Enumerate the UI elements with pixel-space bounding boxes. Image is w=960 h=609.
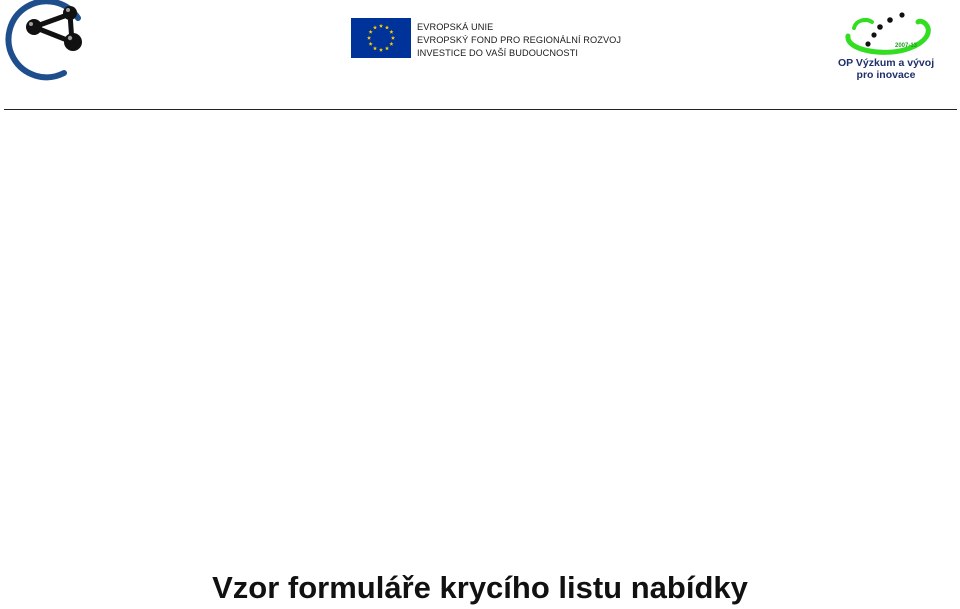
op-title-line-1: OP Výzkum a vývoj xyxy=(838,57,935,69)
molecule-logo-icon xyxy=(4,0,86,82)
op-logo-block xyxy=(838,10,934,84)
page-header xyxy=(0,0,960,112)
header-divider xyxy=(4,109,957,110)
eu-line-1: EVROPSKÁ UNIE xyxy=(417,22,494,32)
eu-text xyxy=(417,21,621,60)
eu-line-2: EVROPSKÝ FOND PRO REGIONÁLNÍ ROZVOJ xyxy=(417,35,622,45)
eu-flag-icon xyxy=(351,18,411,58)
eu-line-3: INVESTICE DO VAŠÍ BUDOUCNOSTI xyxy=(417,48,578,58)
eu-logo-block xyxy=(351,18,621,58)
page-title: Vzor formuláře krycího listu nabídky xyxy=(212,570,748,605)
op-title-line-2: pro inovace xyxy=(856,69,916,81)
op-dots-swoosh-icon xyxy=(842,10,932,58)
op-year: 2007-13 xyxy=(895,43,918,49)
